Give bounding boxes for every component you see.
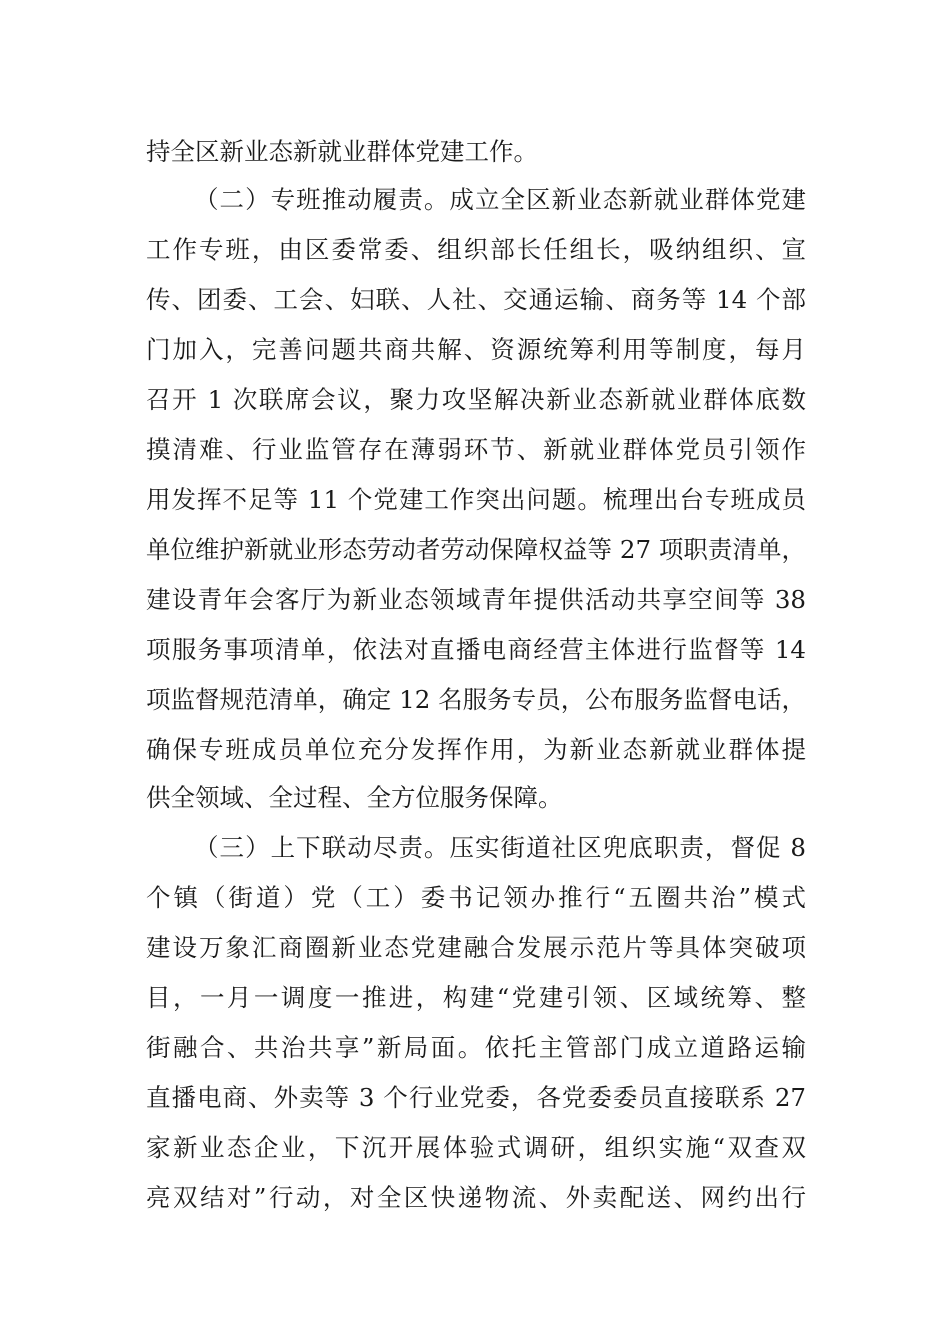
text-line: 个镇（街道）党（工）委书记领办推行“五圈共治”模式 (146, 883, 806, 912)
text-line: 项监督规范清单，确定 12 名服务专员，公布服务监督电话， (146, 685, 806, 714)
text-line: 家新业态企业，下沉开展体验式调研，组织实施“双查双 (146, 1133, 806, 1162)
text-line: 持全区新业态新就业群体党建工作。 (146, 137, 538, 166)
text-line: 传、团委、工会、妇联、人社、交通运输、商务等 14 个部 (146, 285, 806, 314)
text-line: 直播电商、外卖等 3 个行业党委，各党委委员直接联系 27 (146, 1083, 806, 1112)
text-line: 项服务事项清单，依法对直播电商经营主体进行监督等 14 (146, 635, 806, 664)
text-line: 街融合、共治共享”新局面。依托主管部门成立道路运输 (146, 1033, 806, 1062)
section-heading-line: （三）上下联动尽责。压实街道社区兜底职责，督促 8 (194, 833, 806, 862)
text-line: 工作专班，由区委常委、组织部长任组长，吸纳组织、宣 (146, 235, 806, 264)
text-line: 用发挥不足等 11 个党建工作突出问题。梳理出台专班成员 (146, 485, 806, 514)
text-line: 亮双结对”行动，对全区快递物流、外卖配送、网约出行 (146, 1183, 806, 1212)
text-line: 建设青年会客厅为新业态领域青年提供活动共享空间等 38 (146, 585, 806, 614)
text-line: 建设万象汇商圈新业态党建融合发展示范片等具体突破项 (146, 933, 806, 962)
text-line: 摸清难、行业监管存在薄弱环节、新就业群体党员引领作 (146, 435, 806, 464)
text-line: 门加入，完善问题共商共解、资源统筹利用等制度，每月 (146, 335, 806, 364)
text-line: 单位维护新就业形态劳动者劳动保障权益等 27 项职责清单， (146, 535, 806, 564)
text-line: 目，一月一调度一推进，构建“党建引领、区域统筹、整 (146, 983, 806, 1012)
section-heading-line: （二）专班推动履责。成立全区新业态新就业群体党建 (194, 185, 806, 214)
text-line: 召开 1 次联席会议，聚力攻坚解决新业态新就业群体底数 (146, 385, 806, 414)
text-line: 供全领域、全过程、全方位服务保障。 (146, 783, 563, 812)
text-line: 确保专班成员单位充分发挥作用，为新业态新就业群体提 (146, 735, 806, 764)
